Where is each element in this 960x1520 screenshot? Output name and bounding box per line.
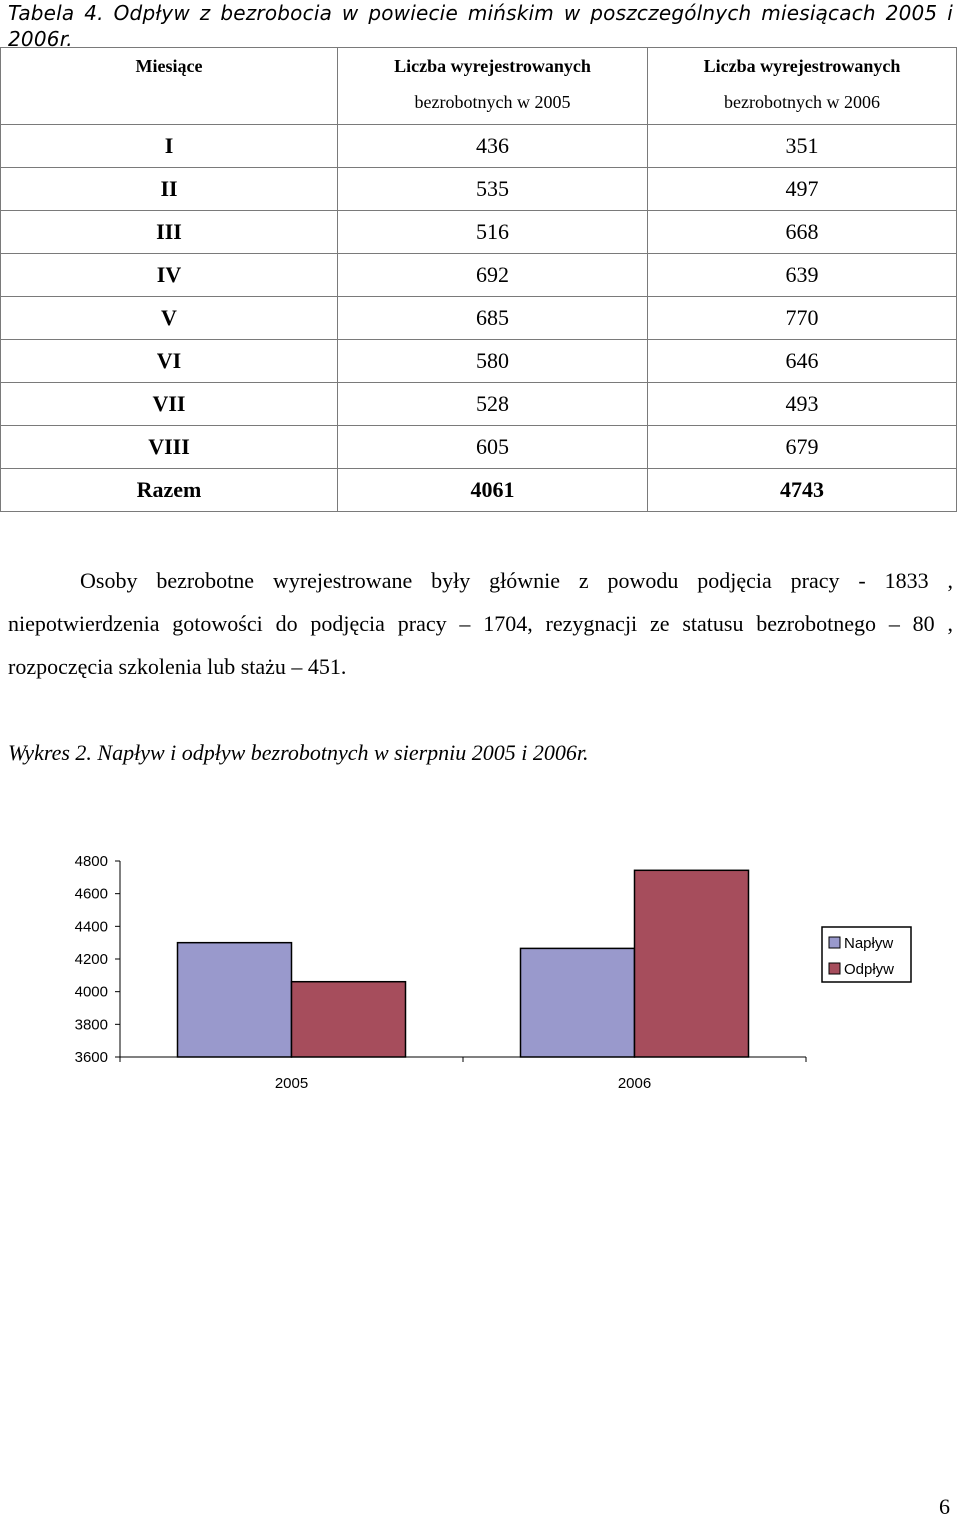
value-2005-cell: 605	[338, 426, 648, 469]
header-2006-line2: bezrobotnych w 2006	[724, 92, 880, 112]
bar-napływ-2005	[178, 943, 292, 1057]
table-row	[1, 254, 957, 297]
total-2005-cell: 4061	[338, 469, 648, 512]
total-2006-cell: 4743	[648, 469, 957, 512]
month-cell: VII	[1, 383, 338, 426]
header-2005-line1: Liczba wyrejestrowanych	[394, 56, 591, 76]
y-tick-label: 4000	[74, 983, 108, 1001]
value-2006-cell: 639	[648, 254, 957, 297]
month-cell: VI	[1, 340, 338, 383]
x-tick-label: 2005	[274, 1075, 309, 1092]
value-2005-cell: 528	[338, 383, 648, 426]
value-2005-cell: 685	[338, 297, 648, 340]
month-cell: I	[1, 125, 338, 168]
bar-chart	[0, 820, 960, 1110]
header-2005	[338, 48, 648, 125]
header-months	[1, 48, 338, 125]
month-cell: VIII	[1, 426, 338, 469]
legend-swatch	[829, 963, 840, 974]
value-2006-cell: 668	[648, 211, 957, 254]
y-tick-label: 4600	[74, 885, 108, 903]
page-number: 6	[939, 1494, 950, 1519]
body-paragraph: Osoby bezrobotne wyrejestrowane były głównie z powodu podjęcia pracy - 1833 , niepotwierdzenia gotowości do podjęcia pracy – 1704, rezygnacji ze statusu bezrobotnego – 80 , rozpoczęcia szkolenia lub stażu – 451.	[8, 568, 953, 679]
table-row	[1, 211, 957, 254]
bar-odpływ-2005	[292, 982, 406, 1057]
table-row	[1, 168, 957, 211]
legend-label: Napływ	[844, 935, 894, 952]
value-2006-cell: 646	[648, 340, 957, 383]
header-months-label: Miesiące	[135, 56, 203, 76]
month-cell: IV	[1, 254, 338, 297]
month-cell: III	[1, 211, 338, 254]
y-tick-label: 4400	[74, 918, 108, 936]
bar-odpływ-2006	[635, 870, 749, 1057]
value-2005-cell: 436	[338, 125, 648, 168]
table-total-row	[1, 469, 957, 512]
table-row	[1, 340, 957, 383]
value-2005-cell: 516	[338, 211, 648, 254]
header-2005-line2: bezrobotnych w 2005	[414, 92, 571, 112]
value-2005-cell: 692	[338, 254, 648, 297]
header-2006	[648, 48, 957, 125]
value-2006-cell: 679	[648, 426, 957, 469]
value-2006-cell: 493	[648, 383, 957, 426]
value-2005-cell: 535	[338, 168, 648, 211]
y-tick-label: 4200	[74, 951, 108, 968]
outflow-table	[0, 47, 957, 512]
table-row	[1, 125, 957, 168]
month-cell: V	[1, 297, 338, 340]
table-row	[1, 297, 957, 340]
total-label-cell: Razem	[1, 469, 338, 512]
y-tick-label: 3800	[74, 1016, 108, 1034]
table-header-row	[1, 48, 957, 125]
legend-label: Odpływ	[844, 961, 895, 978]
y-tick-label: 3600	[74, 1049, 108, 1066]
table-caption: Tabela 4. Odpływ z bezrobocia w powiecie mińskim w poszczególnych miesiącach 2005 i 2006r.	[8, 1, 953, 51]
bar-napływ-2006	[521, 948, 635, 1057]
value-2006-cell: 351	[648, 125, 957, 168]
table-row	[1, 383, 957, 426]
x-tick-label: 2006	[617, 1075, 652, 1092]
value-2005-cell: 580	[338, 340, 648, 383]
y-tick-label: 4800	[74, 853, 108, 870]
chart-caption: Wykres 2. Napływ i odpływ bezrobotnych w sierpniu 2005 i 2006r.	[8, 740, 589, 765]
value-2006-cell: 770	[648, 297, 957, 340]
header-2006-line1: Liczba wyrejestrowanych	[703, 56, 901, 76]
legend-swatch	[829, 937, 840, 948]
value-2006-cell: 497	[648, 168, 957, 211]
table-row	[1, 426, 957, 469]
month-cell: II	[1, 168, 338, 211]
